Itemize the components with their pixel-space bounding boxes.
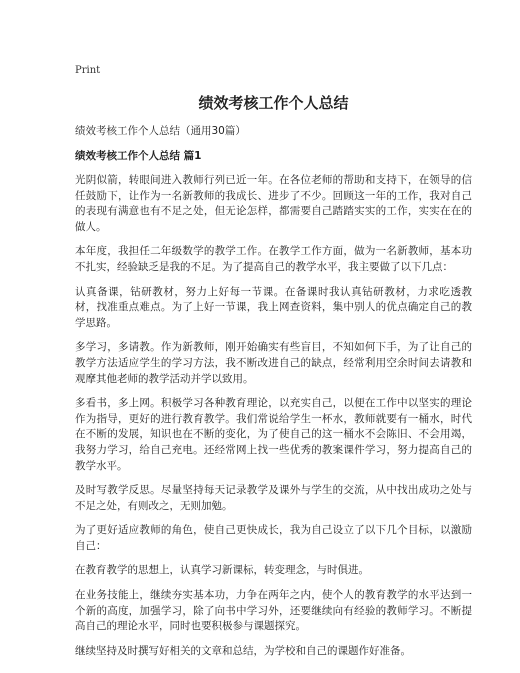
document-subtitle: 绩效考核工作个人总结（通用30篇） <box>75 125 246 137</box>
paragraph-2: 本年度，我担任二年级数学的教学工作。在教学工作方面，做为一名新教师，基本功不扎实，经验缺乏是我的不足。为了提高自己的教学水平，我主要做了以下几点： <box>75 245 472 273</box>
paragraph-6: 及时写教学反思。尽量坚持每天记录教学及课外与学生的交流，从中找出成功之处与不足之处，有则改之，无则加勉。 <box>75 484 472 512</box>
section-heading: 绩效考核工作个人总结 篇1 <box>75 150 202 162</box>
paragraph-8: 在教育教学的思想上，认真学习新课标，转变理念，与时俱进。 <box>75 564 369 577</box>
print-link[interactable]: Print <box>75 65 101 76</box>
paragraph-1: 光阴似箭，转眼间进入教师行列已近一年。在各位老师的帮助和支持下，在领导的信任鼓励下，让作为一名新教师的我成长、进步了不少。回顾这一年的工作，我对自己的表现有满意也有不足之处，但无论怎样，都需要自己踏踏实实的工作，实实在在的做人。 <box>75 174 472 233</box>
paragraph-10: 继续坚持及时撰写好相关的文章和总结，为学校和自己的课题作好准备。 <box>75 644 411 657</box>
paragraph-9: 在业务技能上，继续夯实基本功，力争在两年之内，使个人的教育教学的水平达到一个新的高度，加强学习，除了向书中学习外，还要继续向有经验的教师学习。不断提高自己的理论水平，同时也要积极参与课题探究。 <box>75 589 472 633</box>
paragraph-7: 为了更好适应教师的角色，使自己更快成长，我为自己设立了以下几个目标，以激励自己： <box>75 524 472 552</box>
paragraph-4: 多学习，多请教。作为新教师，刚开始确实有些盲目，不知如何下手，为了让自己的教学方法适应学生的学习方法，我不断改进自己的缺点，经常利用空余时间去请教和观摩其他老师的教学活动并学以致用。 <box>75 341 472 385</box>
paragraph-5: 多看书，多上网。积极学习各种教育理论，以充实自己，以便在工作中以坚实的理论作为指导，更好的进行教育教学。我们常说给学生一杯水，教师就要有一桶水，时代在不断的发展，知识也在不断的变化，为了使自己的这一桶水不会陈旧、不会用竭，我努力学习，给自己充电。还经常网上找一些优秀的教案课件学习，努力提高自己的教学水平。 <box>75 397 472 472</box>
paragraph-3: 认真备课，钻研教材，努力上好每一节课。在备课时我认真钻研教材，力求吃透教材，找准重点难点。为了上好一节课，我上网查资料，集中别人的优点确定自己的教学思路。 <box>75 285 472 329</box>
document-title: 绩效考核工作个人总结 <box>198 94 349 112</box>
